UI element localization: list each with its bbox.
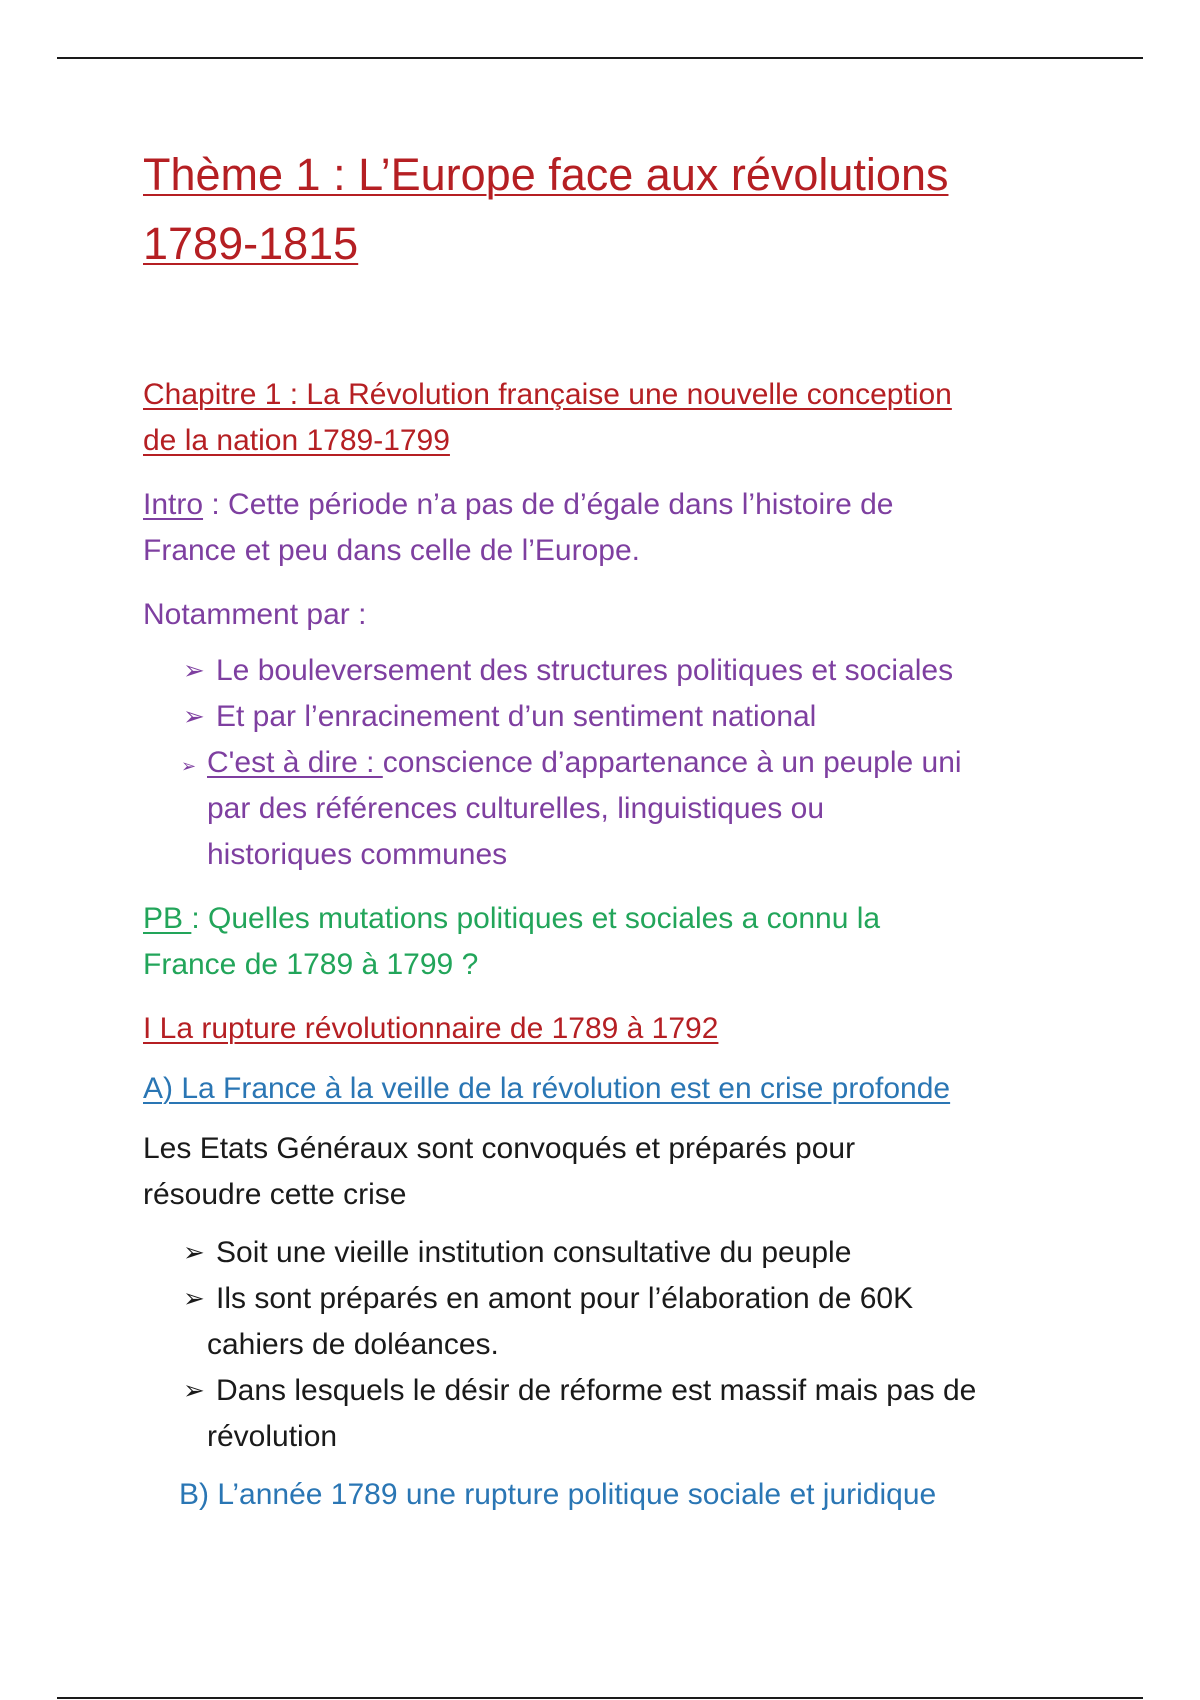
part1-title: I La rupture révolutionnaire de 1789 à 1792 bbox=[143, 1012, 719, 1045]
list2-item3-line1: Dans lesquels le désir de réforme est massif mais pas de bbox=[216, 1374, 977, 1407]
theme-title bbox=[143, 140, 1073, 278]
arrowhead-bullet-icon: ➢ bbox=[183, 1238, 205, 1268]
list-item bbox=[143, 694, 1073, 740]
chapter-title bbox=[143, 372, 1073, 464]
top-divider bbox=[57, 57, 1143, 59]
theme-title-line1: Thème 1 : L’Europe face aux révolutions bbox=[143, 149, 949, 200]
arrowhead-bullet-icon: ➢ bbox=[183, 1284, 205, 1314]
list-item bbox=[143, 740, 1073, 878]
etats-line2: résoudre cette crise bbox=[143, 1178, 407, 1211]
intro-text-line2: France et peu dans celle de l’Europe. bbox=[143, 534, 640, 567]
arrowhead-bullet-icon: ➢ bbox=[181, 756, 197, 777]
list1-item3-label: C'est à dire : bbox=[207, 746, 383, 779]
problematique-paragraph bbox=[143, 896, 1073, 988]
list2-item2-line1: Ils sont préparés en amont pour l’élaboration de 60K bbox=[216, 1282, 914, 1315]
list-item bbox=[143, 1230, 1073, 1276]
intro-text-line1: : Cette période n’a pas de d’égale dans l’histoire de bbox=[203, 488, 894, 521]
list2-item2-line2: cahiers de doléances. bbox=[207, 1328, 499, 1361]
list-item bbox=[143, 1276, 1073, 1368]
notamment-label: Notamment par : bbox=[143, 598, 367, 631]
section-b-title: B) L’année 1789 une rupture politique sociale et juridique bbox=[179, 1478, 937, 1511]
arrowhead-bullet-icon: ➢ bbox=[183, 1376, 205, 1406]
intro-paragraph bbox=[143, 482, 1073, 574]
list2-item1: Soit une vieille institution consultative du peuple bbox=[216, 1236, 852, 1269]
etats-list bbox=[143, 1230, 1073, 1460]
list-item bbox=[143, 648, 1073, 694]
pb-line2: France de 1789 à 1799 ? bbox=[143, 948, 479, 981]
list1-item2: Et par l’enracinement d’un sentiment national bbox=[216, 700, 817, 733]
list1-item3-line1: conscience d’appartenance à un peuple uni bbox=[382, 746, 962, 779]
arrowhead-bullet-icon: ➢ bbox=[183, 656, 205, 686]
section-a-title: A) La France à la veille de la révolution est en crise profonde bbox=[143, 1072, 951, 1105]
list1-item1: Le bouleversement des structures politiques et sociales bbox=[216, 654, 954, 687]
list-item bbox=[143, 1368, 1073, 1460]
chapter-title-line2: de la nation 1789-1799 bbox=[143, 424, 450, 457]
chapter-title-line1: Chapitre 1 : La Révolution française une nouvelle conception bbox=[143, 378, 952, 411]
document-body bbox=[143, 140, 1073, 1518]
list2-item3-line2: révolution bbox=[207, 1420, 338, 1453]
etats-generaux-paragraph bbox=[143, 1126, 1073, 1218]
intro-label: Intro bbox=[143, 488, 204, 521]
list1-item3-line3: historiques communes bbox=[207, 838, 508, 871]
pb-label: PB bbox=[143, 902, 192, 935]
arrowhead-bullet-icon: ➢ bbox=[183, 702, 205, 732]
list1-item3-line2: par des références culturelles, linguistiques ou bbox=[207, 792, 825, 825]
pb-line1: : Quelles mutations politiques et sociales a connu la bbox=[191, 902, 881, 935]
bottom-divider bbox=[57, 1697, 1143, 1699]
theme-title-line2: 1789-1815 bbox=[143, 218, 359, 269]
etats-line1: Les Etats Généraux sont convoqués et préparés pour bbox=[143, 1132, 856, 1165]
notamment-list bbox=[143, 648, 1073, 878]
